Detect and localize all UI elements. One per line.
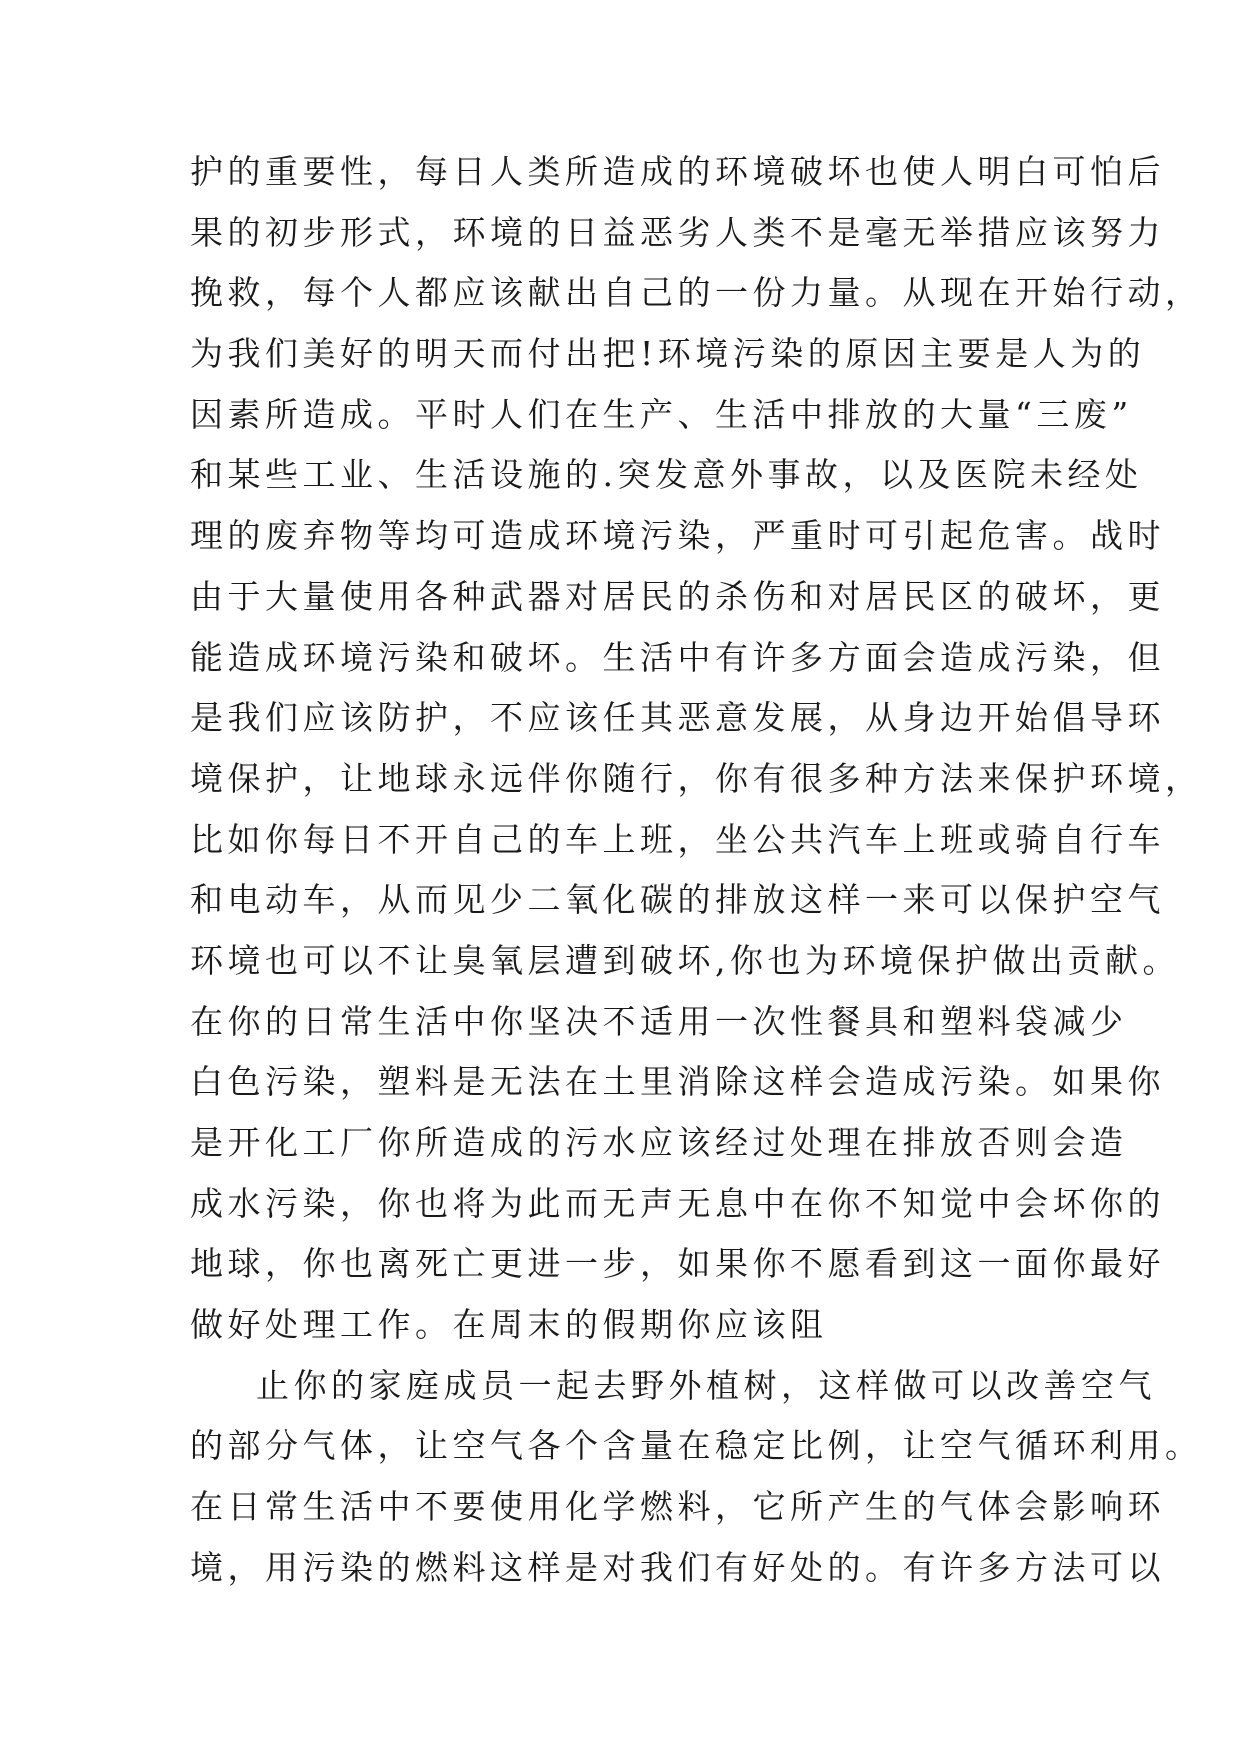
body-text [190, 142, 1203, 1599]
text-line: 环境也可以不让臭氧层遭到破坏,你也为环境保护做出贡献。 [190, 940, 1180, 980]
text-line: 是我们应该防护，不应该任其恶意发展，从身边开始倡导环 [190, 698, 1165, 738]
text-line: 境保护，让地球永远伴你随行，你有很多种方法来保护环境， [190, 758, 1203, 798]
text-line: 护的重要性，每日人类所造成的环境破坏也使人明白可怕后 [190, 152, 1165, 191]
text-line: 地球，你也离死亡更进一步，如果你不愿看到这一面你最好 [190, 1244, 1165, 1284]
text-line: 比如你每日不开自己的车上班，坐公共汽车上班或骑自行车 [190, 819, 1165, 859]
text-line: 挽救，每个人都应该献出自己的一份力量。从现在开始行动， [190, 273, 1203, 313]
text-line: 的部分气体，让空气各个含量在稳定比例，让空气循环利用。 [190, 1426, 1203, 1466]
text-line: 理的废弃物等均可造成环境污染，严重时可引起危害。战时 [190, 516, 1165, 556]
text-line: 境，用污染的燃料这样是对我们有好处的。有许多方法可以 [190, 1547, 1165, 1587]
text-line: 成水污染，你也将为此而无声无息中在你不知觉中会坏你的 [190, 1183, 1165, 1223]
text-line: 白色污染，塑料是无法在土里消除这样会造成污染。如果你 [190, 1062, 1165, 1102]
text-line: 在你的日常生活中你坚决不适用一次性餐具和塑料袋减少 [190, 1001, 1128, 1041]
text-line: 在日常生活中不要使用化学燃料，它所产生的气体会影响环 [190, 1487, 1165, 1527]
text-line: 因素所造成。平时人们在生产、生活中排放的大量“三废” [190, 394, 1133, 434]
text-line: 和某些工业、生活设施的.突发意外事故，以及医院未经处 [190, 455, 1143, 495]
text-line: 为我们美好的明天而付出把!环境污染的原因主要是人为的 [190, 334, 1146, 374]
text-line: 能造成环境污染和破坏。生活中有许多方面会造成污染，但 [190, 637, 1165, 677]
paragraph-end-line: 做好处理工作。在周末的假期你应该阻 [190, 1305, 828, 1345]
text-line: 是开化工厂你所造成的污水应该经过处理在排放否则会造 [190, 1123, 1128, 1162]
paragraph-start-line: 止你的家庭成员一起去野外植树，这样做可以改善空气 [256, 1365, 1156, 1405]
text-line: 由于大量使用各种武器对居民的杀伤和对居民区的破坏，更 [190, 576, 1165, 616]
text-line: 果的初步形式，环境的日益恶劣人类不是毫无举措应该努力 [190, 212, 1165, 252]
text-line: 和电动车，从而见少二氧化碳的排放这样一来可以保护空气 [190, 880, 1165, 920]
